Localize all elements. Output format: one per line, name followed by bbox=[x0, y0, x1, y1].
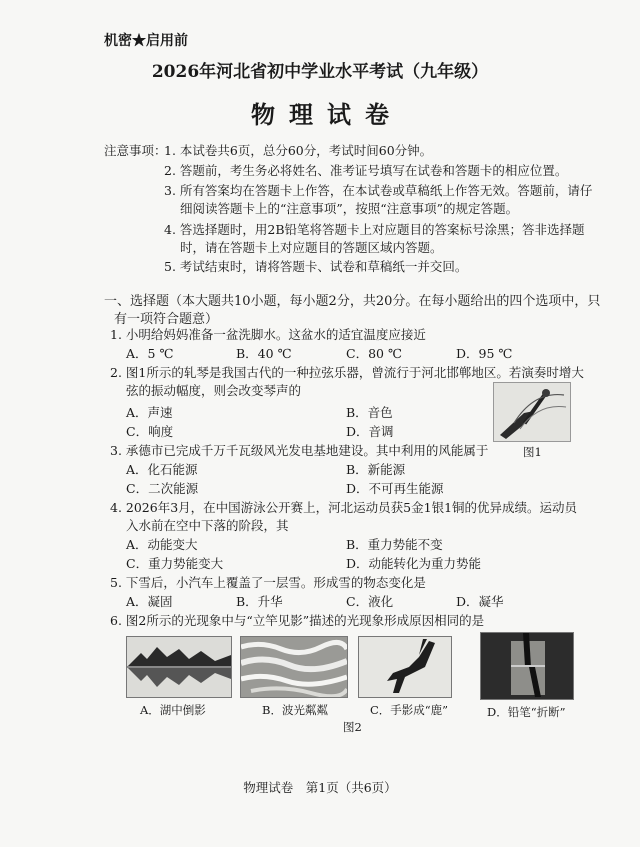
notice-item-4: 4. 答选择题时，用2B铅笔将答题卡上对应题目的答案标号涂黑；答非选择题 bbox=[164, 222, 585, 237]
question-3: 3. 承德市已完成千万千瓦级风光发电基地建设。其中利用的风能属于 bbox=[110, 443, 489, 458]
q5-option-d: D．凝华 bbox=[456, 594, 504, 609]
question-2-cont: 弦的振动幅度，则会改变琴声的 bbox=[126, 383, 302, 398]
question-4-cont: 入水前在空中下落的阶段，其 bbox=[126, 518, 289, 533]
q5-option-c: C．液化 bbox=[346, 594, 394, 609]
figure-2-caption: 图2 bbox=[343, 720, 362, 734]
q4-option-d: D．动能转化为重力势能 bbox=[346, 556, 482, 571]
q2-option-c: C．响度 bbox=[126, 424, 174, 439]
figure-2b-sparkling-water-image bbox=[240, 636, 348, 698]
page-footer: 物理试卷 第1页（共6页） bbox=[243, 780, 397, 795]
q2-option-b: B．音色 bbox=[346, 405, 393, 420]
q2-option-a: A．声速 bbox=[126, 405, 173, 420]
question-2: 2. 图1所示的轧琴是我国古代的一种拉弦乐器，曾流行于河北邯郸地区。若演奏时增大 bbox=[110, 365, 584, 380]
section-title-cont: 有一项符合题意） bbox=[114, 312, 219, 327]
q3-option-a: A．化石能源 bbox=[126, 462, 198, 477]
figure-2b-label: B．波光粼粼 bbox=[262, 703, 328, 717]
notice-item-2: 2. 答题前，考生务必将姓名、准考证号填写在试卷和答题卡的相应位置。 bbox=[164, 163, 568, 178]
question-6: 6. 图2所示的光现象中与“立竿见影”描述的光现象形成原因相同的是 bbox=[110, 613, 485, 628]
question-4: 4. 2026年3月，在中国游泳公开赛上，河北运动员获5金1银1铜的优异成绩。运动员 bbox=[110, 500, 578, 515]
q4-option-a: A．动能变大 bbox=[126, 537, 198, 552]
notice-item-1: 1. 本试卷共6页，总分60分，考试时间60分钟。 bbox=[164, 143, 433, 158]
figure-2d-bent-pencil-image bbox=[480, 632, 574, 700]
q1-option-d: D．95 ℃ bbox=[456, 346, 513, 361]
question-5: 5. 下雪后，小汽车上覆盖了一层雪。形成雪的物态变化是 bbox=[110, 575, 426, 590]
secret-mark: 机密★启用前 bbox=[104, 33, 188, 49]
q1-option-a: A．5 ℃ bbox=[126, 346, 174, 361]
q3-option-d: D．不可再生能源 bbox=[346, 481, 444, 496]
figure-1-caption: 图1 bbox=[523, 445, 542, 459]
q1-option-b: B．40 ℃ bbox=[236, 346, 292, 361]
notice-label: 注意事项： bbox=[104, 143, 167, 158]
figure-2c-hand-shadow-image bbox=[358, 636, 452, 698]
notice-item-5: 5. 考试结束时，请将答题卡、试卷和草稿纸一并交回。 bbox=[164, 259, 468, 274]
q2-option-d: D．音调 bbox=[346, 424, 394, 439]
q3-option-c: C．二次能源 bbox=[126, 481, 199, 496]
q4-option-c: C．重力势能变大 bbox=[126, 556, 224, 571]
figure-2c-label: C．手影成“鹿” bbox=[370, 703, 449, 717]
figure-1-erhu-image bbox=[493, 382, 571, 442]
q5-option-b: B．升华 bbox=[236, 594, 283, 609]
notice-item-3-cont: 细阅读答题卡上的“注意事项”，按照“注意事项”的规定答题。 bbox=[180, 201, 519, 216]
section-title: 一、选择题（本大题共10小题，每小题2分，共20分。在每小题给出的四个选项中，只 bbox=[104, 294, 601, 309]
q1-option-c: C．80 ℃ bbox=[346, 346, 402, 361]
figure-2a-label: A．湖中倒影 bbox=[140, 703, 206, 717]
figure-2d-label: D．铅笔“折断” bbox=[487, 705, 566, 719]
q3-option-b: B．新能源 bbox=[346, 462, 406, 477]
subject-title: 物理试卷 bbox=[251, 100, 403, 129]
q4-option-b: B．重力势能不变 bbox=[346, 537, 443, 552]
question-1: 1. 小明给妈妈准备一盆洗脚水。这盆水的适宜温度应接近 bbox=[110, 327, 426, 342]
q5-option-a: A．凝固 bbox=[126, 594, 173, 609]
exam-title: 2026年河北省初中学业水平考试（九年级） bbox=[151, 62, 489, 82]
notice-item-4-cont: 时，请在答题卡上对应题目的答题区域内答题。 bbox=[180, 240, 443, 255]
notice-item-3: 3. 所有答案均在答题卡上作答，在本试卷或草稿纸上作答无效。答题前，请仔 bbox=[164, 183, 593, 198]
figure-2a-lake-reflection-image bbox=[126, 636, 232, 698]
